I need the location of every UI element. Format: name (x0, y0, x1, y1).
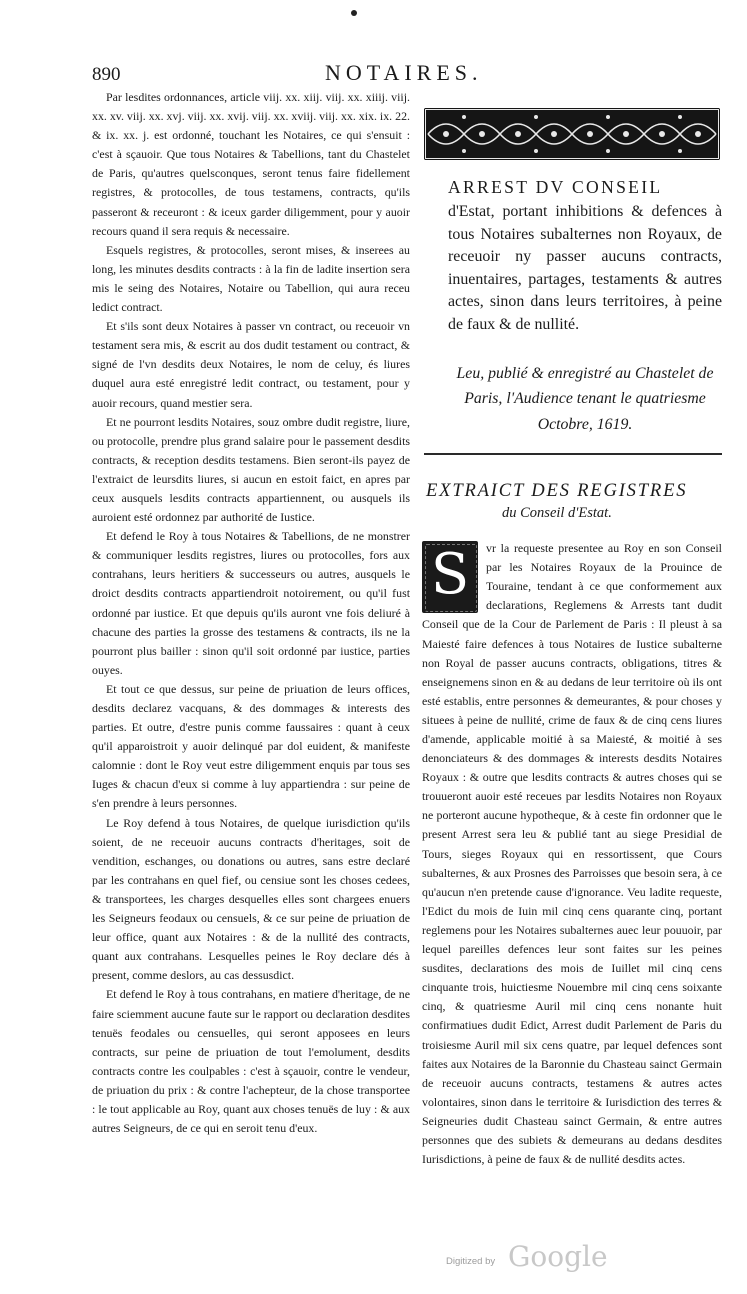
left-paragraph-7: Le Roy defend à tous Notaires, de quelque iurisdiction qu'ils soient, de ne receuoir aucuns contracts d'heritages, soit de vendition, eschanges, ou donations ou autres, sans estre declaré par les contrahans en quel fief, ou censiue sont les choses cedees, & transportees, les charges desquelles elles sont chargees enuers les Seigneurs feodaux ou censuels, & ce sur peine de priuation de leur office, quant aux Notaires : & de la nullité des contracts, quant aux contrahans. Lesquelles peines le Roy declare dés à present, comme deslors, au cas dessusdict. (92, 815, 410, 983)
left-paragraph-2: Esquels registres, & protocolles, seront mises, & inserees au long, les minutes desdits contracts : à la fin de ladite insertion sera mis le seing des Notaires, Notaire ou Tabellion, qui aura receu ledict contract. (92, 242, 410, 315)
left-paragraph-6: Et tout ce que dessus, sur peine de priuation de leurs offices, desdits declarez vacquans, & des dommages & interests des parties. Et outre, d'estre punis comme faussaires : quant à ceux qu'il apparoistroit y auoir delinqué par dol euident, & manifeste calomnie : dont le Roy veut estre diligemment enquis par tous ses Iuges & chacun d'eux si comme à luy appartiendra : sur peine de s'en prendre à leurs personnes. (92, 681, 410, 811)
extract-title: EXTRAICT DES REGISTRES (426, 480, 688, 502)
arrest-description: d'Estat, portant inhibitions & defences à tous Notaires subalternes non Royaux, de receuoir ny passer aucuns contracts, inuentaires, partages, testaments & autres actes, sinon dans leurs territoires, à peine de faux & de nullité. (448, 203, 722, 333)
horizontal-rule (424, 453, 722, 455)
extract-body (422, 539, 722, 1169)
extract-body-text: vr la requeste presentee au Roy en son Conseil par les Notaires Royaux de la Prouince de Touraine, tendant à ce que conformement aux declarations, Reglemens & Arrests tant dudit Conseil que de la Cour de Parlement de Paris : Il pleust à sa Maiesté faire defences à tous Notaires de Iustice subalterne non Royal de passer aucuns contracts, obligations, titres & enseignemens sinon en & au dedans de leur territoire où ils ont esté establis, entre personnes & demeurantes, & pour choses y situees à peine de nullité, crime de faux & de cinq cens liures d'amende, applicable moitié à sa Maiesté, & moitié à ses denonciateurs & des dommages & interests desdits Notaires Royaux : & outre que lesdits contracts & autres choses qui se trouueront auoir esté receues par lesdits Notaires non Royaux ne porteront aucune hypotheque, & à ceste fin ordonner que le present Arrest sera leu & publié tant au siege Presidial de Tours, sieges Royaux qui en ressortissent, que Cours subalternes, & aux Prosnes des Parroisses que besoin sera, à ce qu'aucun n'en pretende cause d'ignorance. Veu ladite requeste, l'Edict du mois de Iuin mil cinq cens quarante cinq, portant reglemens pour les Notaires subalternes auec leur pouuoir, par lequel pareilles defences leur sont faites sur les peines susdites, declarations des mois de Iuillet mil cinq cens cinquante trois, huictiesme Nouembre mil cinq cens soixante cinq, & quatriesme Auril mil cinq cens nonante huit confirmatiues dudit Edict, Arrest dudit Parlement de Paris du troisiesme Auril mil six cens quatre, par lequel defences sont faites aux Notaires de la Baronnie du Chasteau sainct Germain de receuoir aucuns contracts, testamens & autres actes volontaires, sinon dans le territoire & Iurisdiction des terres & Seigneuries dudit Chasteau sainct Germain, & entre autres personnes que des subiets & demeurans au dedans desdites Iurisdictions, à peine de faux & de nullité desdits actes. (422, 541, 722, 1167)
left-paragraph-8: Et defend le Roy à tous contrahans, en matiere d'heritage, de ne faire sciemment aucune faute sur le rapport ou declaration desdites tenuës feodales ou censuelles, qui seront apposees en leurs contracts, sur peine de priuation de tout l'emolument, desdits contracts contre les coulpables : c'est à sçauoir, contre le vendeur, de priuation du prix : & contre l'achepteur, de la chose transportee : le tout applicable au Roy, quant aux choses tenuës de luy : & aux autres Seigneurs, de ce qui en seroit tenu d'eux. (92, 987, 410, 1136)
left-paragraph-4: Et ne pourront lesdits Notaires, souz ombre dudit registre, liure, ou protocolle, prendre plus grand salaire pour le passement desdits contracts, & reception desdits testamens. Bien seront-ils payez de l'extraict de leursdits liures, si aucun en estoit faict, en apres par ceux ausquels lesdits contracts appartiennent, ou ausquels ils auroient esté ordonnez par authorité de Iustice. (92, 414, 410, 525)
right-column (422, 108, 722, 1169)
publication-note: Leu, publié & enregistré au Chastelet de Paris, l'Audience tenant le quatriesme Octobre, 1619. (456, 364, 714, 433)
digitized-by-label: Digitized by (446, 1256, 496, 1267)
headpiece-pattern (424, 108, 720, 160)
ornamental-headpiece (424, 108, 720, 160)
left-paragraph-3: Et s'ils sont deux Notaires à passer vn contract, ou receuoir vn testament sera mis, & escrit au dos dudit testament ou contract, & signé de l'vn desdits deux Notaires, le nom de celuy, és liures duquel aura esté enregistré ledit contract, ou testament, pour y auoir recours, quand mestier sera. (92, 319, 410, 410)
extract-subtitle: du Conseil d'Estat. (502, 505, 612, 522)
drop-cap-letter: S (430, 542, 470, 608)
left-column (92, 88, 410, 1138)
drop-cap-initial (422, 541, 478, 613)
google-watermark: Google (508, 1240, 608, 1273)
arrest-title: ARREST DV CONSEIL (448, 177, 663, 197)
page-number: 890 (92, 64, 121, 85)
running-head: NOTAIRES. (325, 60, 483, 85)
top-ink-dot (351, 10, 357, 16)
left-paragraph-5: Et defend le Roy à tous Notaires & Tabellions, de ne monstrer & communiquer lesdits registres, liures ou protocolles, fors aux contrahans, leurs heritiers & successeurs ou autres, ausquels le droict desdits contracts appartiendroit notoirement, ou qu'il fust ordonné par iustice. Et que depuis qu'ils auront vne fois deliuré à chacune des parties la grosse des testamens & contracts, ils ne la pourront plus bailler : sinon qu'il soit ordonné par iustice, parties ouyes. (92, 529, 410, 677)
left-paragraph-1: Par lesdites ordonnances, article viij. xx. xiij. viij. xx. xiiij. viij. xx. xv. viij. xx. xvj. viij. xx. xvij. viij. xx. xviij. viij. xx. xix. ix. 22. & ix. xx. j. est ordonné, touchant les Notaires, ce qui s'ensuit : c'est à sçauoir. Que tous Notaires & Tabellions, tant du Chastelet de Paris, qu'autres quelsconques, seront tenus faire fidellement registres, & protocolles, de tous testamens, contracts, qu'ils passeront & receuront : & iceux garder diligemment, pour y auoir recours quand il sera requis & necessaire. (92, 90, 410, 238)
